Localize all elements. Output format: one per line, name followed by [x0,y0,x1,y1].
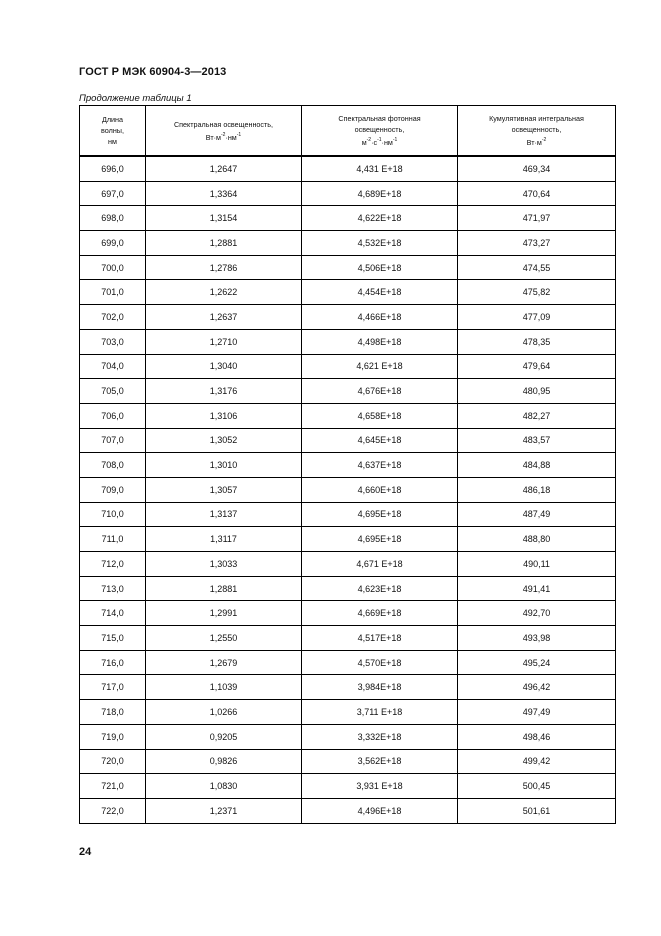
cell-cumulative-irradiance: 492,70 [458,601,616,626]
cell-cumulative-irradiance: 477,09 [458,305,616,330]
cell-photon-irradiance: 4,532E+18 [302,231,458,256]
cell-cumulative-irradiance: 479,64 [458,354,616,379]
cell-photon-irradiance: 3,332E+18 [302,724,458,749]
cell-wavelength: 710,0 [80,502,146,527]
cell-photon-irradiance: 3,562E+18 [302,749,458,774]
cell-cumulative-irradiance: 471,97 [458,206,616,231]
document-header: ГОСТ Р МЭК 60904-3—2013 [79,66,227,78]
table-row [80,477,616,502]
cell-photon-irradiance: 3,931 E+18 [302,774,458,799]
cell-wavelength: 708,0 [80,453,146,478]
cell-wavelength: 707,0 [80,428,146,453]
table-row [80,700,616,725]
cell-photon-irradiance: 4,431 E+18 [302,156,458,181]
cell-spectral-irradiance: 1,1039 [146,675,302,700]
cell-spectral-irradiance: 1,2647 [146,156,302,181]
cell-wavelength: 709,0 [80,477,146,502]
cell-spectral-irradiance: 1,2786 [146,255,302,280]
table-row [80,255,616,280]
cell-cumulative-irradiance: 501,61 [458,798,616,823]
table-body [80,156,616,823]
cell-cumulative-irradiance: 475,82 [458,280,616,305]
cell-spectral-irradiance: 1,0266 [146,700,302,725]
cell-photon-irradiance: 3,984E+18 [302,675,458,700]
cell-photon-irradiance: 4,645E+18 [302,428,458,453]
cell-cumulative-irradiance: 483,57 [458,428,616,453]
cell-photon-irradiance: 4,454E+18 [302,280,458,305]
cell-cumulative-irradiance: 493,98 [458,626,616,651]
cell-photon-irradiance: 4,676E+18 [302,379,458,404]
cell-spectral-irradiance: 1,3010 [146,453,302,478]
cell-cumulative-irradiance: 486,18 [458,477,616,502]
cell-spectral-irradiance: 1,2637 [146,305,302,330]
cell-cumulative-irradiance: 490,11 [458,552,616,577]
table-row [80,601,616,626]
cell-spectral-irradiance: 1,3052 [146,428,302,453]
cell-photon-irradiance: 4,689E+18 [302,181,458,206]
cell-spectral-irradiance: 1,2371 [146,798,302,823]
cell-photon-irradiance: 4,671 E+18 [302,552,458,577]
table-row [80,231,616,256]
cell-wavelength: 721,0 [80,774,146,799]
cell-wavelength: 706,0 [80,403,146,428]
cell-wavelength: 714,0 [80,601,146,626]
cell-wavelength: 716,0 [80,650,146,675]
cell-wavelength: 697,0 [80,181,146,206]
table-row [80,354,616,379]
table-caption: Продолжение таблицы 1 [79,93,192,104]
cell-cumulative-irradiance: 469,34 [458,156,616,181]
cell-photon-irradiance: 4,506E+18 [302,255,458,280]
cell-cumulative-irradiance: 497,49 [458,700,616,725]
table-row [80,552,616,577]
cell-cumulative-irradiance: 478,35 [458,329,616,354]
cell-spectral-irradiance: 1,3040 [146,354,302,379]
column-header-cumulative-irradiance: Кумулятивная интегральная освещенность, $Вт\cdot м^{-2}$ [458,106,616,157]
cell-cumulative-irradiance: 491,41 [458,576,616,601]
cell-wavelength: 720,0 [80,749,146,774]
table-row [80,453,616,478]
cell-cumulative-irradiance: 473,27 [458,231,616,256]
cell-spectral-irradiance: 1,3154 [146,206,302,231]
table-row [80,675,616,700]
cell-wavelength: 717,0 [80,675,146,700]
cell-wavelength: 715,0 [80,626,146,651]
cell-spectral-irradiance: 1,2710 [146,329,302,354]
cell-spectral-irradiance: 1,2881 [146,576,302,601]
table-row [80,724,616,749]
cell-spectral-irradiance: 0,9205 [146,724,302,749]
cell-cumulative-irradiance: 499,42 [458,749,616,774]
cell-cumulative-irradiance: 470,64 [458,181,616,206]
table-row [80,403,616,428]
page-number: 24 [79,846,92,858]
cell-wavelength: 702,0 [80,305,146,330]
cell-photon-irradiance: 4,669E+18 [302,601,458,626]
cell-photon-irradiance: 4,621 E+18 [302,354,458,379]
cell-spectral-irradiance: 1,3364 [146,181,302,206]
cell-cumulative-irradiance: 498,46 [458,724,616,749]
cell-photon-irradiance: 4,496E+18 [302,798,458,823]
table-row [80,280,616,305]
cell-cumulative-irradiance: 488,80 [458,527,616,552]
spectral-data-table [79,105,616,824]
cell-cumulative-irradiance: 487,49 [458,502,616,527]
cell-spectral-irradiance: 1,3106 [146,403,302,428]
column-header-photon-irradiance: Спектральная фотонная освещенность, $м^{-2}\cdot с^{-1}\cdot нм^{-1}$ [302,106,458,157]
table-row [80,774,616,799]
column-header-wavelength: Длина волны, нм [80,106,146,157]
table-row [80,206,616,231]
cell-wavelength: 719,0 [80,724,146,749]
table-row [80,749,616,774]
cell-photon-irradiance: 4,623E+18 [302,576,458,601]
cell-spectral-irradiance: 1,2679 [146,650,302,675]
cell-wavelength: 696,0 [80,156,146,181]
table-row [80,156,616,181]
column-header-spectral-irradiance: Спектральная освещенность, $Вт\cdot м^{-2}\cdot нм^{-1}$ [146,106,302,157]
cell-photon-irradiance: 4,695E+18 [302,527,458,552]
table-row [80,502,616,527]
table-row [80,626,616,651]
cell-wavelength: 718,0 [80,700,146,725]
cell-photon-irradiance: 4,660E+18 [302,477,458,502]
table-header-row [80,106,616,157]
cell-photon-irradiance: 4,498E+18 [302,329,458,354]
cell-wavelength: 703,0 [80,329,146,354]
cell-spectral-irradiance: 0,9826 [146,749,302,774]
cell-spectral-irradiance: 1,2550 [146,626,302,651]
table-row [80,379,616,404]
table-row [80,428,616,453]
cell-wavelength: 699,0 [80,231,146,256]
cell-spectral-irradiance: 1,3117 [146,527,302,552]
cell-wavelength: 700,0 [80,255,146,280]
cell-photon-irradiance: 3,711 E+18 [302,700,458,725]
cell-photon-irradiance: 4,570E+18 [302,650,458,675]
cell-cumulative-irradiance: 496,42 [458,675,616,700]
cell-wavelength: 712,0 [80,552,146,577]
cell-wavelength: 704,0 [80,354,146,379]
cell-spectral-irradiance: 1,3137 [146,502,302,527]
cell-wavelength: 713,0 [80,576,146,601]
table-row [80,527,616,552]
cell-wavelength: 705,0 [80,379,146,404]
cell-spectral-irradiance: 1,2881 [146,231,302,256]
cell-spectral-irradiance: 1,3033 [146,552,302,577]
cell-cumulative-irradiance: 484,88 [458,453,616,478]
table-row [80,576,616,601]
cell-wavelength: 711,0 [80,527,146,552]
cell-cumulative-irradiance: 482,27 [458,403,616,428]
cell-wavelength: 722,0 [80,798,146,823]
cell-wavelength: 701,0 [80,280,146,305]
cell-spectral-irradiance: 1,3176 [146,379,302,404]
cell-spectral-irradiance: 1,3057 [146,477,302,502]
cell-photon-irradiance: 4,637E+18 [302,453,458,478]
cell-spectral-irradiance: 1,2622 [146,280,302,305]
cell-spectral-irradiance: 1,2991 [146,601,302,626]
cell-photon-irradiance: 4,466E+18 [302,305,458,330]
table-row [80,181,616,206]
table-row [80,305,616,330]
cell-cumulative-irradiance: 495,24 [458,650,616,675]
table-row [80,650,616,675]
cell-cumulative-irradiance: 480,95 [458,379,616,404]
cell-wavelength: 698,0 [80,206,146,231]
table-row [80,329,616,354]
cell-cumulative-irradiance: 474,55 [458,255,616,280]
cell-photon-irradiance: 4,517E+18 [302,626,458,651]
cell-photon-irradiance: 4,622E+18 [302,206,458,231]
cell-photon-irradiance: 4,695E+18 [302,502,458,527]
cell-spectral-irradiance: 1,0830 [146,774,302,799]
cell-photon-irradiance: 4,658E+18 [302,403,458,428]
table-row [80,798,616,823]
cell-cumulative-irradiance: 500,45 [458,774,616,799]
